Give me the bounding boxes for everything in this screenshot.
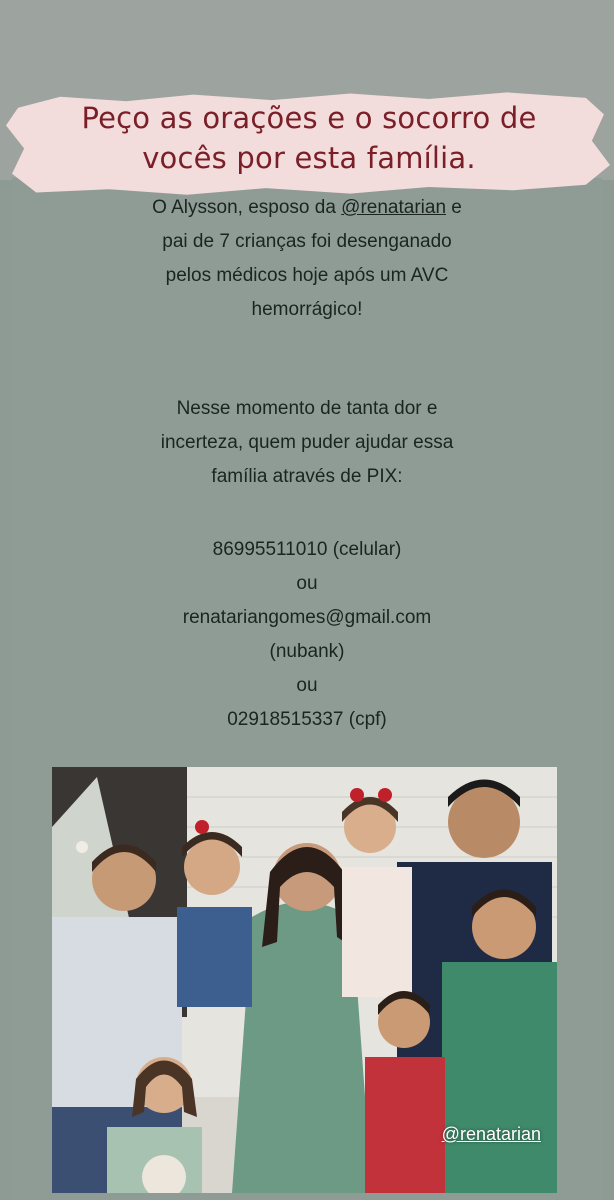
message-line [60, 191, 554, 225]
message-paragraph-2 [60, 392, 554, 494]
photo-handle-tag[interactable]: @renatarian [441, 1124, 541, 1144]
pix-cpf: 02918515337 (cpf) [227, 709, 387, 730]
message-line: pelos médicos hoje após um AVC [165, 265, 449, 286]
message-text: e [446, 197, 462, 218]
pix-or: ou [296, 573, 318, 594]
message-paragraph-1 [60, 191, 554, 327]
message-line: família através de PIX: [211, 466, 403, 487]
banner-line-2: vocês por esta família. [142, 141, 476, 175]
mention-link[interactable]: @renatarian [341, 197, 447, 218]
banner-line-1: Peço as orações e o socorro de [81, 101, 537, 135]
pix-details [60, 533, 554, 737]
message-line: incerteza, quem puder ajudar essa [160, 432, 454, 453]
pix-email: renatariangomes@gmail.com [182, 607, 432, 628]
message-text: O Alysson, esposo da [152, 197, 342, 218]
pix-bank: (nubank) [269, 641, 345, 662]
message-line: pai de 7 crianças foi desenganado [162, 231, 452, 252]
message-line: hemorrágico! [251, 299, 363, 320]
family-photo [52, 767, 557, 1193]
pix-phone: 86995511010 (celular) [212, 539, 402, 560]
banner-caption [14, 98, 604, 178]
pix-or: ou [296, 675, 318, 696]
message-line: Nesse momento de tanta dor e [176, 398, 438, 419]
